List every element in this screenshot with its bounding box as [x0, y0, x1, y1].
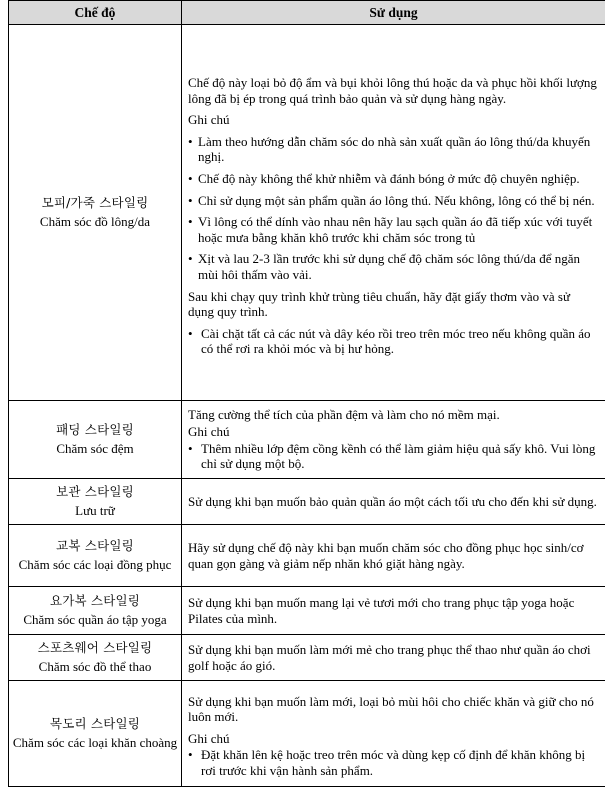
usage-intro: Chế độ này loại bỏ độ ẩm và bụi khỏi lông thú hoặc da và phục hồi khối lượng lông đã bị ép trong quá trình bảo quản và sử dụng hàng ngày.: [188, 75, 597, 106]
bullet-icon: •: [188, 440, 193, 456]
bullet-icon: •: [188, 214, 193, 230]
note-bullet: • Thêm nhiều lớp đệm cồng kềnh có thể làm giảm hiệu quả sấy khô. Vui lòng chỉ sử dụng một bộ.: [188, 440, 596, 472]
mode-cell: [9, 635, 182, 681]
usage-intro: Tăng cường thể tích của phần đệm và làm cho nó mềm mại.: [188, 407, 500, 423]
mode-name-korean: 교복 스타일링: [56, 537, 134, 553]
mode-name-korean: 목도리 스타일링: [49, 715, 141, 731]
note-bullet: • Đặt khăn lên kệ hoặc treo trên móc và dùng kẹp cố định để khăn không bị rơi trước khi vận hành sản phẩm.: [188, 747, 586, 778]
bullet-icon: •: [188, 192, 193, 208]
bullet-icon: •: [188, 325, 193, 341]
note-bullet: • Chế độ này không thể khử nhiễm và đánh bóng ở mức độ chuyên nghiệp.: [188, 171, 580, 187]
mode-name-vietnamese: Chăm sóc đồ lông/da: [39, 213, 151, 229]
usage-intro: Sử dụng khi bạn muốn làm mới, loại bỏ mùi hôi cho chiếc khăn và giữ cho nó luôn mới.: [188, 693, 594, 725]
usage-cell: [182, 525, 606, 587]
usage-cell: [182, 587, 606, 635]
note-bullet: • Cài chặt tất cả các nút và dây kéo rồi treo trên móc treo nếu không quần áo có thể rơi ra khỏi móc và bị hư hỏng.: [188, 325, 591, 357]
usage-after-note: Sau khi chạy quy trình khử trùng tiêu chuẩn, hãy đặt giấy thơm vào và sử dụng quy trình.: [188, 288, 571, 320]
usage-text: Sử dụng khi bạn muốn bảo quản quần áo một cách tối ưu cho đến khi sử dụng.: [188, 493, 597, 509]
note-bullet: • Chỉ sử dụng một sản phẩm quần áo lông thú. Nếu không, lông có thể bị nén.: [188, 192, 595, 208]
header-usage: Sử dụng: [182, 1, 606, 25]
mode-name-korean: 패딩 스타일링: [56, 421, 134, 437]
mode-cell: [9, 25, 182, 401]
usage-text: Sử dụng khi bạn muốn làm mới mẻ cho trang phục thể thao như quần áo chơi golf hoặc áo gió.: [188, 641, 591, 673]
mode-name-vietnamese: Lưu trữ: [75, 502, 115, 518]
mode-name-vietnamese: Chăm sóc các loại khăn choàng: [12, 734, 178, 750]
bullet-icon: •: [188, 747, 193, 763]
table-row-sportswear: [9, 635, 606, 681]
table-row-padding: [9, 401, 606, 479]
mode-name-korean: 보관 스타일링: [56, 483, 134, 499]
care-mode-table-container: [8, 0, 605, 791]
mode-cell: [9, 525, 182, 587]
table-row-yoga: [9, 587, 606, 635]
table-row-storage: [9, 479, 606, 525]
table-row-uniform: [9, 525, 606, 587]
usage-cell: [182, 25, 606, 401]
note-bullet: • Làm theo hướng dẫn chăm sóc do nhà sản xuất quần áo lông thú/da khuyến nghị.: [188, 133, 591, 165]
bullet-icon: •: [188, 133, 193, 149]
table-header-row: [9, 1, 606, 25]
bullet-icon: •: [188, 251, 193, 267]
mode-name-vietnamese: Chăm sóc đồ thể thao: [38, 658, 152, 674]
usage-cell: [182, 401, 606, 479]
note-label: Ghi chú: [188, 423, 230, 439]
note-bullet: • Xịt và lau 2-3 lần trước khi sử dụng chế độ chăm sóc lông thú/da để ngăn mùi hôi thấm vào vải.: [188, 251, 580, 282]
mode-name-korean: 스포츠웨어 스타일링: [37, 639, 153, 655]
mode-name-vietnamese: Chăm sóc đệm: [56, 440, 134, 456]
usage-text: Hãy sử dụng chế độ này khi bạn muốn chăm sóc cho đồng phục học sinh/cơ quan gọn gàng và giảm nếp nhăn khó giặt hàng ngày.: [188, 539, 584, 571]
mode-cell: [9, 479, 182, 525]
header-mode: Chế độ: [9, 1, 182, 25]
table-row-scarf: [9, 681, 606, 787]
usage-cell: [182, 681, 606, 787]
mode-cell: [9, 587, 182, 635]
mode-name-korean: 모피/가죽 스타일링: [41, 194, 149, 210]
mode-cell: [9, 401, 182, 479]
usage-cell: [182, 479, 606, 525]
care-mode-table: [8, 0, 605, 787]
note-label: Ghi chú: [188, 112, 230, 128]
note-bullet: • Vì lông có thể dính vào nhau nên hãy lau sạch quần áo đã tiếp xúc với tuyết hoặc mưa bằng khăn khô trước khi chăm sóc trong tủ: [188, 214, 593, 245]
mode-cell: [9, 681, 182, 787]
mode-name-korean: 요가복 스타일링: [49, 592, 141, 608]
bullet-icon: •: [188, 171, 193, 187]
mode-name-vietnamese: Chăm sóc các loại đồng phục: [18, 556, 172, 572]
usage-text: Sử dụng khi bạn muốn mang lại vẻ tươi mới cho trang phục tập yoga hoặc Pilates của mình.: [188, 594, 575, 626]
note-label: Ghi chú: [188, 730, 230, 746]
usage-cell: [182, 635, 606, 681]
table-row-fur-leather: [9, 25, 606, 401]
mode-name-vietnamese: Chăm sóc quần áo tập yoga: [23, 611, 167, 627]
